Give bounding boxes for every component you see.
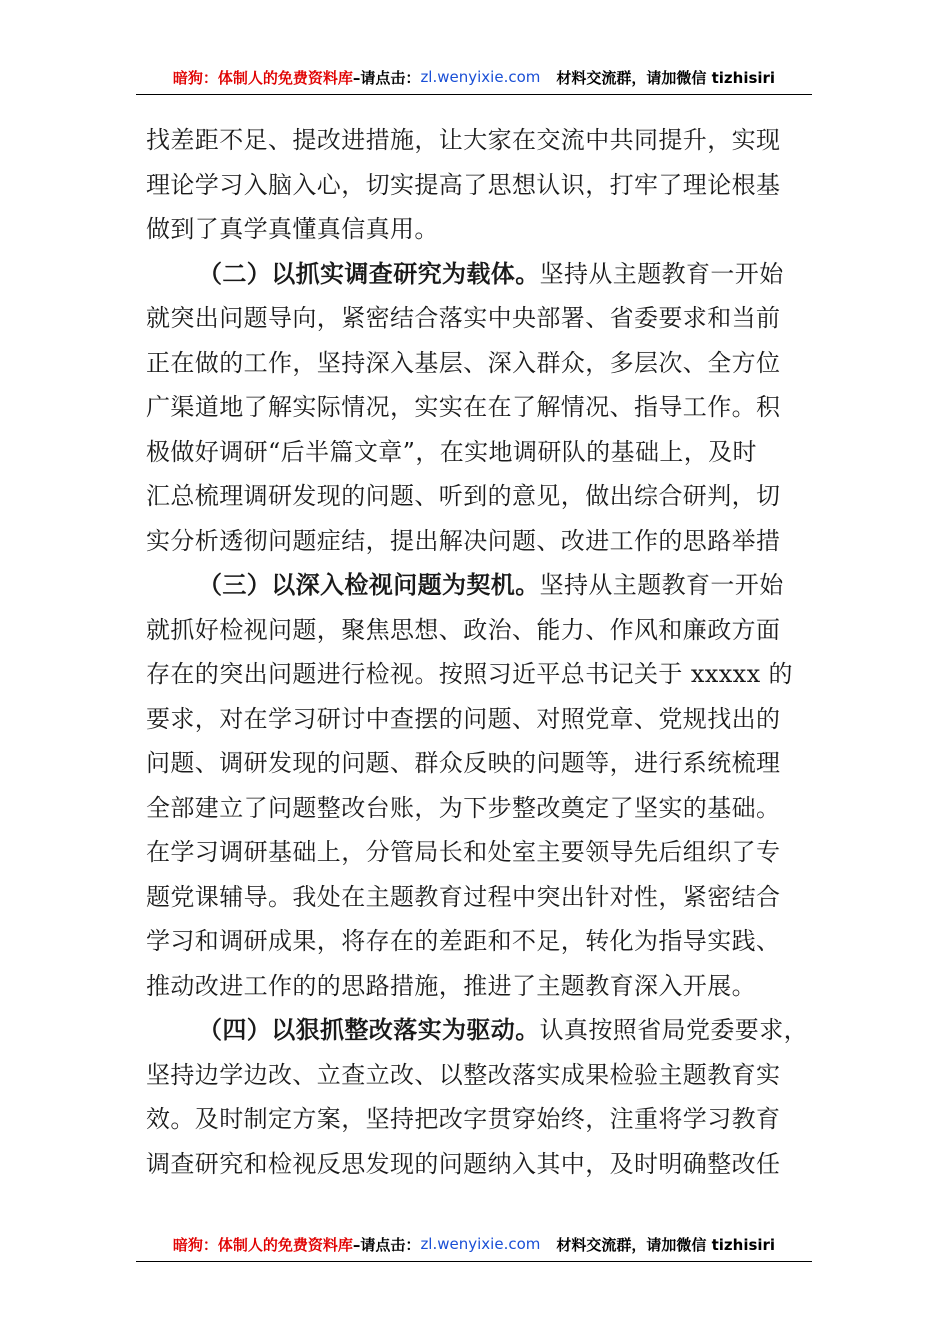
text-line: 效。及时制定方案，坚持把改字贯穿始终，注重将学习教育	[146, 1105, 781, 1133]
footer-url-link[interactable]: zl.wenyixie.com	[420, 1235, 541, 1253]
text-line: 坚持边学边改、立查立改、以整改落实成果检验主题教育实	[146, 1060, 781, 1089]
footer-group-text: 材料交流群，请加微信 tizhisiri	[556, 1235, 776, 1254]
text-line: 问题、调研发现的问题、群众反映的问题等，进行系统梳理	[146, 749, 781, 777]
section-heading: （二）以抓实调查研究为载体。	[198, 258, 540, 288]
header-library-text: 暗狗：体制人的免费资料库	[172, 68, 353, 87]
header-banner	[136, 60, 812, 95]
text-line: 实分析透彻问题症结，提出解决问题、改进工作的思路举措	[146, 526, 781, 555]
text-line: 汇总梳理调研发现的问题、听到的意见，做出综合研判，切	[146, 482, 781, 510]
text-line: 存在的突出问题进行检视。按照习近平总书记关于 xxxxx 的	[146, 660, 793, 688]
text-line: 正在做的工作，坚持深入基层、深入群众，多层次、全方位	[146, 348, 781, 377]
text-line: 极做好调研“后半篇文章”，在实地调研队的基础上，及时	[146, 437, 757, 466]
text-line: 题党课辅导。我处在主题教育过程中突出针对性，紧密结合	[146, 882, 781, 911]
text-line: 调查研究和检视反思发现的问题纳入其中，及时明确整改任	[146, 1149, 781, 1178]
section-heading-line: （二）以抓实调查研究为载体。坚持从主题教育一开始	[198, 258, 784, 288]
text-line: 推动改进工作的的思路措施，推进了主题教育深入开展。	[146, 971, 756, 1000]
header-url-link[interactable]: zl.wenyixie.com	[420, 68, 541, 86]
text-line: 广渠道地了解实际情况，实实在在了解情况、指导工作。积	[146, 393, 781, 421]
header-prompt-text: –请点击：	[352, 68, 421, 87]
section-heading: （三）以深入检视问题为契机。	[198, 570, 540, 599]
section-heading-line: （四）以狠抓整改落实为驱动。认真按照省局党委要求，	[198, 1015, 809, 1044]
text-line: 学习和调研成果，将存在的差距和不足，转化为指导实践、	[146, 927, 781, 955]
text-line: 全部建立了问题整改台账，为下步整改奠定了坚实的基础。	[146, 793, 781, 822]
document-body	[146, 118, 809, 1186]
section-heading-line: （三）以深入检视问题为契机。坚持从主题教育一开始	[198, 570, 784, 599]
section-heading: （四）以狠抓整改落实为驱动。	[198, 1015, 540, 1044]
footer-banner	[136, 1227, 812, 1262]
text-line: 理论学习入脑入心，切实提高了思想认识，打牢了理论根基	[146, 170, 781, 199]
text-line: 找差距不足、提改进措施，让大家在交流中共同提升，实现	[146, 126, 781, 154]
text-line: 做到了真学真懂真信真用。	[146, 215, 439, 243]
text-line: 就突出问题导向，紧密结合落实中央部署、省委要求和当前	[146, 304, 781, 332]
header-group-text: 材料交流群，请加微信 tizhisiri	[556, 68, 776, 87]
footer-library-text: 暗狗：体制人的免费资料库	[172, 1235, 353, 1254]
text-line: 在学习调研基础上，分管局长和处室主要领导先后组织了专	[146, 838, 781, 866]
text-line: 就抓好检视问题，聚焦思想、政治、能力、作风和廉政方面	[146, 615, 781, 644]
text-line: 要求，对在学习研讨中查摆的问题、对照党章、党规找出的	[146, 704, 781, 733]
footer-prompt-text: –请点击：	[352, 1235, 421, 1254]
